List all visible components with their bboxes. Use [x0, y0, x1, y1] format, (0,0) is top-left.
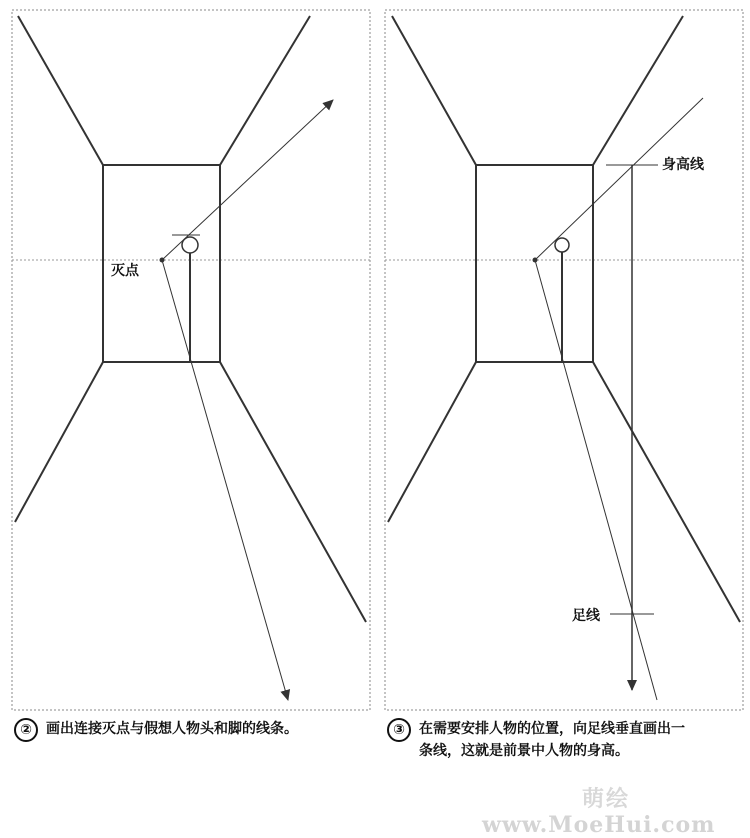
floor-edge-right	[220, 362, 366, 622]
caption-step-3	[419, 718, 749, 762]
figure-head	[182, 237, 198, 253]
step-number-3: ③	[387, 718, 411, 742]
right-panel	[385, 10, 743, 710]
figure-head	[555, 238, 569, 252]
ceiling-edge-left	[392, 16, 476, 165]
watermark-logo: 萌绘	[582, 786, 631, 812]
foot-line-label: 足线	[572, 608, 600, 624]
left-panel	[12, 10, 370, 710]
head-line	[162, 100, 333, 260]
height-line-label: 身高线	[662, 157, 704, 173]
right-panel-frame	[385, 10, 743, 710]
ceiling-edge-right	[220, 16, 310, 165]
foot-line	[535, 260, 657, 700]
back-wall	[476, 165, 593, 362]
floor-edge-left	[388, 362, 476, 522]
vanishing-point-label: 灭点	[111, 263, 139, 279]
floor-edge-right	[593, 362, 740, 622]
step-number-2: ②	[14, 718, 38, 742]
ceiling-edge-left	[18, 16, 103, 165]
caption-step-3-line2: 条线，这就是前景中人物的身高。	[419, 743, 629, 759]
ceiling-edge-right	[593, 16, 683, 165]
floor-edge-left	[15, 362, 103, 522]
watermark-url: www.MoeHui.com	[482, 812, 716, 838]
caption-step-3-line1: 在需要安排人物的位置，向足线垂直画出一	[419, 721, 685, 737]
foot-line	[162, 260, 288, 700]
caption-step-2: 画出连接灭点与假想人物头和脚的线条。	[46, 721, 298, 737]
